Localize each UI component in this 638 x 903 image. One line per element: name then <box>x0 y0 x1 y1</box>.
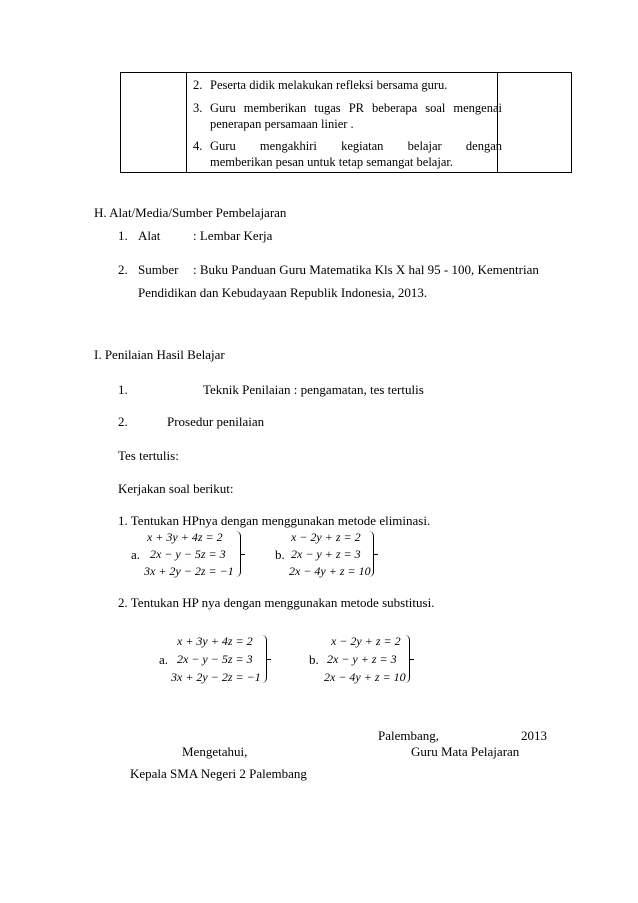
signature-place: Palembang, <box>378 728 440 743</box>
section-h-item2-label: Sumber <box>138 262 179 277</box>
signature-kepala: Kepala SMA Negeri 2 Palembang <box>130 766 307 781</box>
q2-b-eq2: 2x − y + z = 3 <box>327 652 397 666</box>
q2-label-b: b. <box>309 652 319 667</box>
section-h-item1-value: : Lembar Kerja <box>193 228 273 243</box>
q2-a-eq3: 3x + 2y − 2z = −1 <box>171 670 261 684</box>
q1-a-brace <box>236 531 241 577</box>
q2-a-eq1: x + 3y + 4z = 2 <box>177 634 253 648</box>
q1-b-eq2: 2x − y + z = 3 <box>291 547 361 561</box>
section-i-item2-num: 2. <box>118 414 128 429</box>
q1-a-eq2: 2x − y − 5z = 3 <box>150 547 226 561</box>
q1-a-eq3: 3x + 2y − 2z = −1 <box>144 564 234 578</box>
q1-label-a: a. <box>131 547 141 562</box>
q1-b-brace <box>369 531 374 577</box>
section-h-heading: H. Alat/Media/Sumber Pembelajaran <box>94 205 287 220</box>
signature-mengetahui: Mengetahui, <box>182 744 248 759</box>
q1-a-eq1: x + 3y + 4z = 2 <box>147 530 223 544</box>
section-h-item2-num: 2. <box>118 262 128 277</box>
q1-b-eq1: x − 2y + z = 2 <box>291 530 361 544</box>
activity-table: 2. Peserta didik melakukan refleksi bersama guru. 3. Guru memberikan tugas PR beberapa soal mengenai penerapan persamaan linier . 4. Guru mengakhiri kegiatan belajar dengan memberikan pesan untuk tetap semangat belajar. <box>120 72 572 173</box>
section-i-item1-num: 1. <box>118 382 128 397</box>
question-1: 1. Tentukan HPnya dengan menggunakan metode eliminasi. <box>118 513 431 528</box>
signature-guru: Guru Mata Pelajaran <box>411 744 520 759</box>
section-i-item2-text: Prosedur penilaian <box>167 414 265 429</box>
q2-a-brace <box>262 635 267 683</box>
section-h-item2-value-line2: Pendidikan dan Kebudayaan Republik Indonesia, 2013. <box>138 285 428 300</box>
q1-b-eq3: 2x − 4y + z = 10 <box>289 564 371 578</box>
tes-tertulis-label: Tes tertulis: <box>118 448 179 463</box>
section-i-heading: I. Penilaian Hasil Belajar <box>94 347 225 362</box>
table-item-3-line1: Guru memberikan tugas PR beberapa soal mengenai <box>210 101 502 115</box>
section-i-item1-text: Teknik Penilaian : pengamatan, tes tertulis <box>203 382 424 397</box>
signature-year: 2013 <box>521 728 547 743</box>
q1-label-b: b. <box>275 547 285 562</box>
kerjakan-label: Kerjakan soal berikut: <box>118 481 234 496</box>
question-2: 2. Tentukan HP nya dengan menggunakan metode substitusi. <box>118 595 435 610</box>
section-h-item2-value: : Buku Panduan Guru Matematika Kls X hal 95 - 100, Kementrian <box>193 262 539 277</box>
table-item-4-line2: memberikan pesan untuk tetap semangat belajar. <box>210 155 453 169</box>
table-item-3-line2: penerapan persamaan linier . <box>210 117 354 131</box>
q2-b-eq3: 2x − 4y + z = 10 <box>324 670 406 684</box>
q2-b-eq1: x − 2y + z = 2 <box>331 634 401 648</box>
section-h-item1-label: Alat <box>138 228 161 243</box>
q2-b-brace <box>405 635 410 683</box>
table-item-4-line1: Guru mengakhiri kegiatan belajar dengan <box>210 139 502 153</box>
q2-label-a: a. <box>159 652 169 667</box>
section-h-item1-num: 1. <box>118 228 128 243</box>
table-divider-left <box>186 73 187 172</box>
q2-a-eq2: 2x − y − 5z = 3 <box>177 652 253 666</box>
